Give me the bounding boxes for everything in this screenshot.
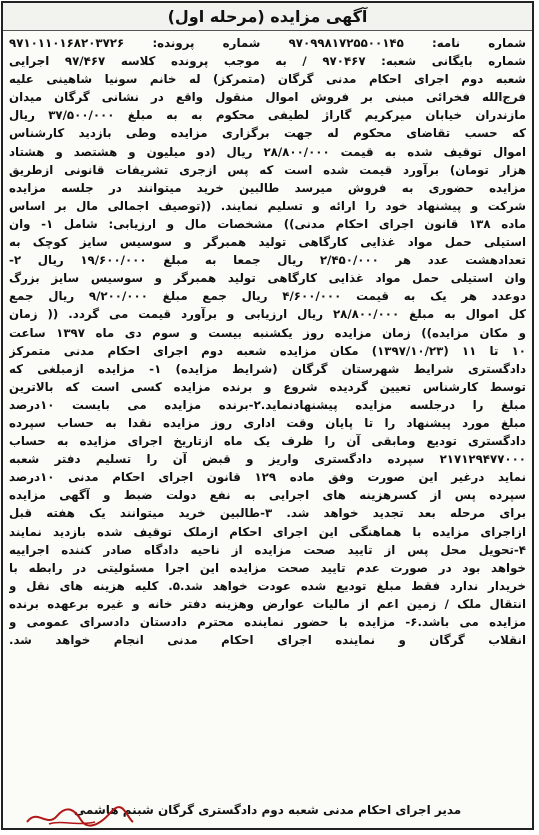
notice-line: و مکان مزایده)) زمان مزایده روز یکشنبه بیست و سوم دی ماه ۱۳۹۷ ساعت <box>9 325 526 340</box>
notice-line: مازندران خیابان میرکریم گاراژ لطیفی محکوم به به مبلغ ۳۷/۵۰۰/۰۰۰ ریال <box>9 108 526 123</box>
notice-line: سپرده پس از کسرهزینه های اجرایی به نفع دولت ضبط و آگهی مزایده <box>9 488 526 503</box>
notice-line: ازاجرای مزایده با هماهنگی این اجرای احکام ازملک توقیف شده بازدید نمایند <box>9 524 526 539</box>
notice-title: آگهی مزایده (مرحله اول) <box>3 3 532 31</box>
notice-line: توسط کارشناس تعیین گردیده شروع و برنده مزایده کسی است که بالاترین <box>9 379 526 394</box>
notice-line: دادگستری شرایط شهرستان گرگان (شرایط مزایده) ۱- مزایده ازمبلغی که <box>9 361 526 376</box>
notice-line: شعبه دوم اجرای احکام مدنی گرگان (متمرکز) له خانم سونیا شاهینی علیه <box>9 72 526 87</box>
notice-line: ۲۱۷۱۲۹۴۷۷۰۰۰ سپرده دادگستری واریز و قبض آن را تسلیم دفتر شعبه <box>9 452 526 467</box>
notice-line: انتقال ملک / زمین اعم از مالیات عوارض وهزینه دفتر خانه و غیره برعهده برنده <box>9 596 526 611</box>
notice-line: هزار تومان) برآورد قیمت شده است که پس ازجری تشریفات قانونی ازطریق <box>9 162 526 177</box>
notice-line: شماره نامه: ۹۷۰۹۹۸۱۷۲۵۵۰۰۱۴۵ شماره پرونده: ۹۷۱۰۱۱۰۱۶۸۲۰۳۷۲۶ <box>9 36 526 50</box>
notice-line: برای مرحله بعد تجدید خواهد شد. ۳-طالبین خرید میتوانند یک هفته قبل <box>9 506 526 521</box>
notice-line: خریدار ندارد فقط مبلغ تودیع شده عودت خواهد شد.۵. کلیه هزینه های نقل و <box>9 578 526 593</box>
notice-line: انقلاب گرگان و نماینده اجرای احکام مدنی انجام خواهد شد. <box>9 633 526 648</box>
notice-line: نماید درغیر این صورت وفق ماده ۱۲۹ قانون اجرای احکام مدنی ۱۰درصد <box>9 470 526 485</box>
notice-line: مبلغ را درجلسه مزایده پیشنهادنماید.۲-برنده مزایده می بایست ۱۰درصد <box>9 397 526 412</box>
notice-footer: مدیر اجرای احکام مدنی شعبه دوم دادگستری گرگان شبنم هاشمی <box>73 803 462 817</box>
notice-line: دادگستری تودیع ومابقی آن را ظرف یک ماه ازتاریخ اجرای مزایده به حساب <box>9 434 526 449</box>
notice-line: که حسب تقاضای محکوم له جهت برگزاری مزایده وطی بازدید کارشناس <box>9 126 526 141</box>
notice-line: استیلی حمل مواد غذایی کارگاهی تولید همبرگر و سوسیس سایز کوچک به <box>9 235 526 250</box>
notice-line: ماده ۱۳۸ قانون اجرای احکام مدنی)) مشخصات مال و ارزیابی: شامل ۱- وان <box>9 216 526 231</box>
notice-line: دوعدد هر یک به قیمت ۴/۶۰۰/۰۰۰ ریال جمع مبلغ ۹/۲۰۰/۰۰۰ ریال جمع <box>9 289 526 304</box>
signature-icon <box>19 804 139 830</box>
notice-line: فرج‌الله فخرائی مبنی بر فروش اموال منقول واقع در نشانی گرگان میدان <box>9 90 526 105</box>
notice-line: ۴-تحویل محل پس از تایید صحت مزایده از ناحیه دادگاه صادر کننده اجراییه <box>9 542 526 557</box>
notice-line: شماره بایگانی شعبه: ۹۷۰۴۶۷ / به موجب پرونده کلاسه ۹۷/۴۶۷ اجرایی <box>9 54 526 69</box>
notice-line: وان استیلی حمل مواد غذایی کارگاهی تولید همبرگر و سوسیس سایز بزرگ <box>9 271 526 286</box>
notice-body <box>3 31 532 649</box>
notice-line: ۱۰ تا ۱۱ (۱۳۹۷/۱۰/۲۳) مکان مزایده شعبه دوم اجرای احکام مدنی متمرکز <box>9 343 526 358</box>
notice-line: کل اموال به مبلغ ۲۸/۸۰۰/۰۰۰ ریال ارزیابی و برآورد قیمت می گردد. (( زمان <box>9 307 526 322</box>
notice-line: مبلغ مورد پیشنهاد را تا پایان وقت اداری روز مزایده نقدا به حساب سپرده <box>9 415 526 430</box>
notice-line: اموال توقیف شده به قیمت ۲۸/۸۰۰/۰۰۰ ریال (دو میلیون و هشتصد و هشتاد <box>9 144 526 159</box>
notice-frame <box>1 1 534 830</box>
notice-line: مزایده حضوری به فروش میرسد طالبین خرید میتوانند در جلسه مزایده <box>9 180 526 195</box>
notice-line: مزایده می باشد.۶- مزایده با حضور نماینده محترم دادستان دادسرای عمومی و <box>9 615 526 629</box>
notice-line: خواهد بود در صورت عدم تایید صحت مزایده این اجرا مسئولیتی در رابطه با <box>9 560 526 575</box>
notice-line: تعدادهشت عدد هر ۲/۴۵۰/۰۰۰ ریال جمعا به مبلغ ۱۹/۶۰۰/۰۰۰ ریال ۲- <box>9 253 526 268</box>
notice-line: شرکت و پیشنهاد خود را ارائه و تسلیم نمایند. ((توصیف اجمالی مال بر اساس <box>9 198 526 213</box>
